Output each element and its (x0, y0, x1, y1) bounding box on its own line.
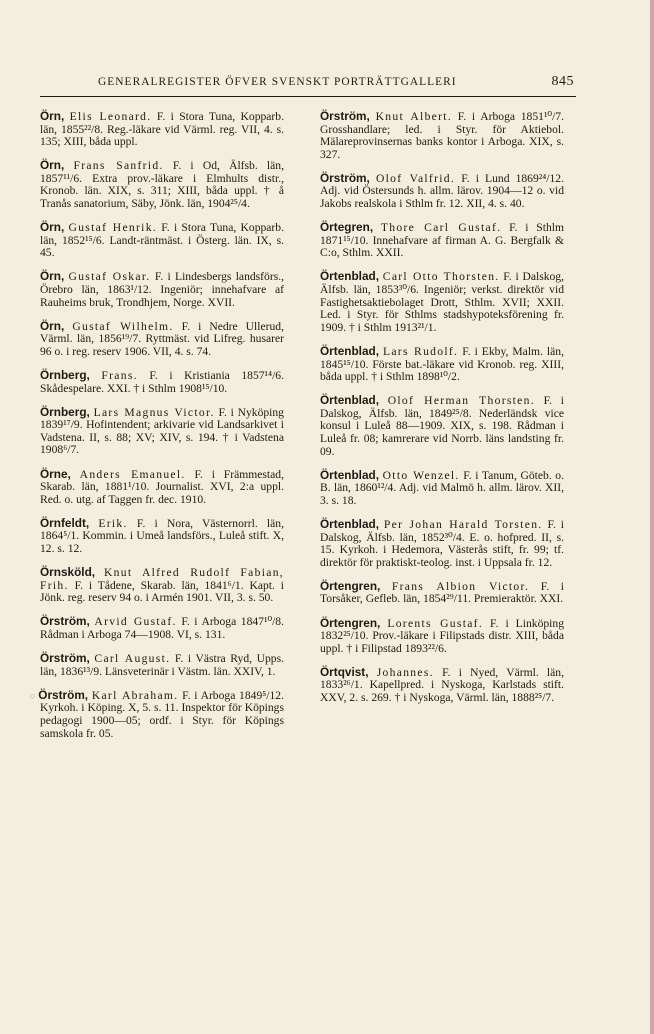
entry-text: F. i Kristiania 1857¹⁴/6. Skådespelare. XXI. † i Sthlm 1908¹⁵/10. (40, 369, 284, 395)
entry-text: F. i Dalskog, Älfsb. län, 1853³⁰/6. Ingeniör; verkst. direktör vid Fastighetsaktiebolaget Drott, Sthlm. XVII; XXII. Led. i Styr. för Sthlms stadshypoteksförening fr. 1909. † i Sthlm 1913²¹/1. (320, 270, 564, 334)
entry-surname: Örtenblad, (320, 467, 379, 482)
register-entry (320, 394, 564, 458)
register-entry (40, 517, 284, 556)
entry-given-names: Carl August. (94, 652, 171, 666)
register-entry (40, 566, 284, 605)
entry-surname: Örtenblad, (320, 269, 379, 284)
register-entry (320, 518, 564, 569)
register-entry (320, 110, 564, 161)
entry-given-names: Gustaf Wilhelm. (72, 319, 174, 333)
entry-text: F. i Tanum, Göteb. o. B. län, 1860¹²/4. Adj. vid Malmö h. allm. lärov. XII, 3. s. 18. (320, 468, 564, 507)
entry-given-names: Otto Wenzel. (382, 468, 460, 482)
register-entry (320, 172, 564, 211)
margin-mark: ○ (30, 690, 37, 701)
entry-text: F. i Dalskog, Älfsb. län, 1849²⁵/8. Nederländsk vice konsul i Luleå 88—1909. XIX, s. 198. Rådman i Luleå fr. 08; kamrerare vid Norrb. läns landsting fr. 09. (320, 394, 565, 458)
entry-given-names: Gustaf Henrik. (68, 221, 157, 235)
entry-text: F. i Stora Tuna, Kopparb. län, 1852¹⁵/6. Landt-räntmäst. i Österg. län. IX, s. 45. (40, 221, 284, 260)
entry-given-names: Olof Herman Thorsten. (387, 394, 535, 408)
entry-surname: Örnberg, (40, 404, 90, 419)
entry-text: F. i Nora, Västernorrl. län, 1864⁵/1. Kommin. i Umeå landsförs., Luleå stift. X, 12. s. 12. (40, 516, 284, 556)
entry-surname: Örnfeldt, (40, 515, 90, 530)
entry-surname: Örtenblad, (320, 343, 379, 358)
entry-text: F. i Västra Ryd, Upps. län, 1836¹³/9. Länsveterinär i Västm. län. XXIV, 1. (40, 652, 284, 678)
entry-text: F. i Lindesbergs landsförs., Örebro län, 1863¹/12. Ingeniör; innehafvare af Rauheims bruk, Trondhjem, Norge. XVII. (40, 270, 285, 309)
register-entry (40, 468, 284, 507)
page-number: 845 (551, 74, 574, 89)
register-entry (40, 159, 284, 210)
entry-given-names: Johannes. (376, 665, 434, 679)
entry-given-names: Anders Emanuel. (79, 467, 186, 481)
entry-surname: Örström, (320, 170, 370, 185)
entry-surname: Örtenblad, (320, 516, 379, 531)
entry-given-names: Lars Rudolf. (382, 344, 459, 358)
entry-given-names: Olof Valfrid. (375, 171, 456, 185)
register-entry (30, 687, 284, 740)
entry-text: F. i Dalskog, Älfsb. län, 1852³⁰/4. E. o. hofpred. II, s. 15. Kyrkoh. i Hedemora, Västerås stift, fr. 99; tf. direktör för praktiskt-teolog. inst. i Uppsala fr. 12. (320, 517, 564, 569)
page-edge (650, 0, 654, 1034)
entry-text: F. i Arboga 1847¹⁰/8. Rådman i Arboga 74—1908. VI, s. 131. (40, 615, 285, 641)
entry-given-names: Erik. (98, 516, 128, 530)
header-rule (40, 96, 576, 97)
entry-given-names: Frans Albion Victor. (391, 579, 530, 593)
entry-given-names: Per Johan Harald Torsten. (383, 517, 543, 531)
register-entry (320, 617, 564, 656)
entry-surname: Örtengren, (320, 615, 381, 630)
entry-surname: Örström, (320, 109, 370, 123)
entry-text: F. i Torsåker, Gefleb. län, 1854²⁹/11. Premieraktör. XXI. (320, 579, 564, 606)
entry-surname: Örtqvist, (320, 664, 369, 679)
entry-surname: Örn, (40, 158, 65, 173)
entry-text: F. i Sthlm 1871¹⁵/10. Innehafvare af firman A. G. Bergfalk & C:o, Sthlm. XXII. (320, 221, 564, 260)
entry-text: F. i Nyköping 1839¹⁷/9. Hofintendent; arkivarie vid Landsarkivet i Vadstena. II, s. 88; XV; XIV, s. 194. † i Vadstena 1908⁶/7. (40, 405, 284, 457)
register-entry (40, 221, 284, 260)
entry-text: F. i Arboga 1849⁵/12. Kyrkoh. i Köping. X, 5. s. 11. Inspektor för Köpings pedagogi 1900—05; ordf. i Styr. för Köpings samskola fr. 05. (40, 688, 284, 740)
register-entry (40, 406, 284, 457)
register-entry (320, 666, 564, 705)
entry-given-names: Knut Albert. (375, 110, 452, 123)
register-entry (40, 110, 284, 149)
entry-text: F. i Stora Tuna, Kopparb. län, 1855²²/8. Reg.-läkare vid Värml. reg. VII, 4. s. 135; XIII, båda uppl. (40, 110, 284, 149)
register-entry (40, 652, 284, 678)
register-entry (320, 270, 564, 334)
entry-given-names: Frans. (101, 369, 138, 382)
entry-given-names: Karl Abraham. (91, 688, 179, 702)
entry-given-names: Thore Carl Gustaf. (380, 221, 502, 235)
entry-text: F. i Tådene, Skarab. län, 1841⁶/1. Kapt. i Jönk. reg. reserv 94 o. i Armén 1901. VII, 3. s. 50. (40, 578, 284, 605)
entry-surname: Örström, (40, 651, 90, 666)
entry-given-names: Frans Sanfrid. (73, 159, 164, 173)
entry-surname: Örn, (40, 109, 65, 123)
entry-text: F. i Linköping 1832²⁵/10. Prov.-läkare i Filipstads distr. XIII, båda uppl. † i Filipstad 1893²²/6. (320, 616, 564, 655)
entry-given-names: Gustaf Oskar. (68, 270, 151, 284)
entry-text: F. i Ekby, Malm. län, 1845¹⁵/10. Förste bat.-läkare vid Kronob. reg. XIII, båda uppl. † i Sthlm 1898¹⁰/2. (320, 344, 564, 384)
left-column (30, 109, 285, 751)
entry-text: F. i Arboga 1851¹⁰/7. Grosshandlare; led. i Styr. för Aktiebol. Mälareprovinsernas banks kontor i Arboga. XIX, s. 327. (320, 110, 564, 161)
entry-surname: Örström, (40, 614, 90, 629)
register-entry (40, 615, 284, 641)
register-entry (40, 369, 284, 395)
entry-surname: Örne, (40, 466, 71, 481)
entry-text: F. i Främmestad, Skarab. län, 1881¹/10. Journalist. XVI, 2:a uppl. Red. o. utg. af Taggen fr. dec. 1910. (40, 467, 284, 506)
entry-surname: Örtegren, (320, 220, 374, 235)
entry-surname: Örnberg, (40, 368, 90, 382)
header-title: GENERALREGISTER ÖFVER SVENSKT PORTRÄTTGALLERI (98, 76, 457, 88)
entry-given-names: Knut Alfred Rudolf Fabian, Frih. (40, 566, 284, 592)
entry-given-names: Arvid Gustaf. (94, 615, 177, 629)
entry-text: F. i Od, Älfsb. län, 1857¹¹/6. Extra prov.-läkare i Elmhults distr., Kronob. län. XIX, s. 311; XIII, båda uppl. † å Tranås sanatorium, Säby, Jönk. län, 1904²⁵/4. (40, 159, 284, 211)
register-entry (320, 580, 564, 606)
entry-surname: Örtengren, (320, 578, 381, 593)
entry-given-names: Carl Otto Thorsten. (382, 270, 500, 284)
entry-given-names: Lars Magnus Victor. (93, 405, 215, 419)
entry-surname: Örtenblad, (320, 393, 379, 408)
right-column (320, 110, 564, 715)
running-header (98, 76, 574, 96)
entry-text: F. i Lund 1869²⁴/12. Adj. vid Östersunds h. allm. lärov. 1904—12 o. vid Jakobs realskola i Sthlm fr. 12. XII, 4. s. 40. (320, 171, 565, 211)
entry-surname: Örn, (40, 220, 65, 235)
register-entry (320, 469, 564, 508)
entry-text: F. i Nedre Ullerud, Värml. län, 1856¹⁹/7. Ryttmäst. vid Lifreg. husarer 96 o. i reg. reserv 1906. VII, 4. s. 74. (40, 319, 284, 358)
register-entry (40, 320, 284, 359)
entry-text: F. i Nyed, Värml. län, 1833²⁶/1. Kapellpred. i Nyskoga, Karlstads stift. XXV, 2. s. 269. † i Nyskoga, Värml. län, 1888²⁵/7. (320, 665, 564, 704)
register-entry (320, 345, 564, 384)
register-entry (40, 270, 284, 309)
entry-surname: Örn, (40, 269, 65, 284)
entry-given-names: Lorents Gustaf. (387, 616, 484, 630)
entry-given-names: Elis Leonard. (69, 110, 152, 123)
entry-surname: Örström, (38, 687, 89, 702)
entry-surname: Örn, (40, 318, 65, 333)
register-entry (320, 221, 564, 260)
entry-surname: Örnsköld, (40, 565, 96, 580)
